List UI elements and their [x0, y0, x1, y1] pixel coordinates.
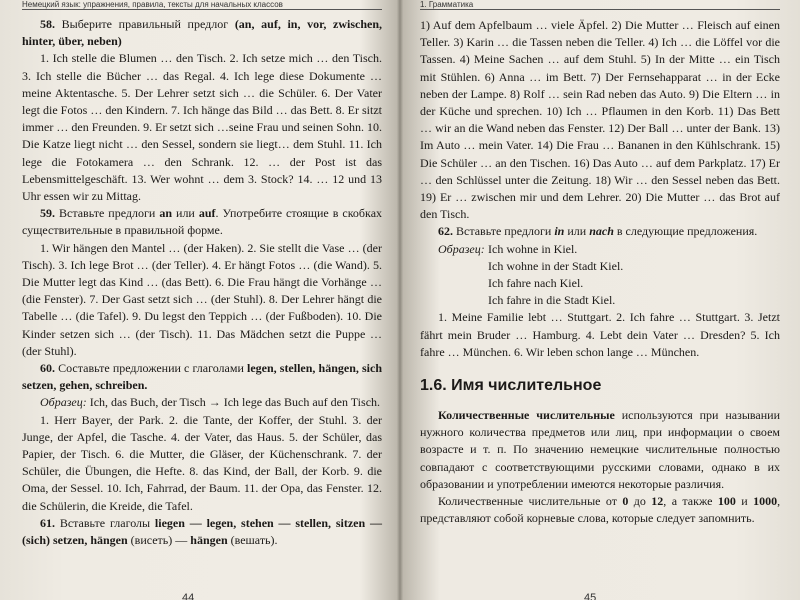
- page-header: Немецкий язык: упражнения, правила, тексты для начальных классов: [22, 0, 382, 10]
- verb-word: hängen: [190, 533, 228, 548]
- exercise-instruction: Вставьте предлоги: [456, 224, 552, 239]
- exercise-number: 58.: [40, 17, 55, 31]
- paragraph-text: , представляют собой корневые слова, которые следует запомнить.: [420, 494, 781, 526]
- example-line: Ich wohne in der Stadt Kiel.: [488, 258, 624, 273]
- paragraph-text: , а также: [663, 494, 713, 509]
- preposition-word: auf: [198, 206, 216, 221]
- term: Количественные числительные: [438, 408, 615, 423]
- page-header: 1. Грамматика: [420, 0, 780, 10]
- exercise-61-body: 1) Auf dem Apfelbaum … viele Äpfel. 2) Die Mutter … Fleisch auf einen Teller. 3) Karin … die Tassen neben die Teller. 4) Ich … die Löffel vor die Tassen. 4) Meine Sachen … auf dem Stuhl. 5) In der Mitte … ein Tisch mit Stühlen. 6) Anna … im Bett. 7) Der Fernsehapparat … in der Ecke neben der Lampe. 8) Rolf … sein Rad neben das Auto. 9) Die Eltern … in der Küche und sprechen. 10) Ich … Pflaumen in den Korb. 11) Das Bett … wir an die Wand neben das Fenster. 12) Der Ball … unter der Bank. 13) Im Auto … mein Vater. 14) Die Frau … Bananen in den Kühlschrank. 15) Die Schüler … an den Tischen. 16) Das Auto … auf dem Parkplatz. 17) Er … den Schlüssel unter die Zeitung. 18) Wir … den Sessel neben das Bett. 19) Er … zwischen mir und dem Lehrer. 20) Die Mutter … das Brot auf den Tisch.: [420, 18, 780, 222]
- number-term: 0: [622, 494, 629, 509]
- example-label: Образец:: [40, 395, 87, 410]
- exercise-instruction: Вставьте глаголы: [59, 515, 151, 530]
- preposition-word: in: [554, 224, 565, 239]
- exercise-number: 62.: [438, 224, 453, 239]
- exercise-instruction: Составьте предложении с глаголами: [58, 361, 244, 376]
- exercise-instruction: или: [567, 224, 587, 239]
- example-line: Ich fahre in die Stadt Kiel.: [488, 293, 616, 308]
- page-content: [420, 17, 780, 527]
- verb-list: legen, stellen, hängen, sich setzen, gehen, schreiben.: [22, 361, 382, 393]
- exercise-instruction: или: [176, 206, 195, 221]
- section-paragraph: [420, 493, 780, 527]
- verb-list: liegen — legen, stehen — stellen, sitzen — (sich) setzen, hängen: [22, 515, 382, 548]
- exercise-instruction: . Употребите стоящие в скобках существительные в правильной форме.: [22, 206, 383, 238]
- exercise-number: 59.: [40, 206, 55, 221]
- exercise-60-body: 1. Herr Bayer, der Park. 2. die Tante, der Koffer, der Stuhl. 3. der Junge, der Apfel, die Tasche. 4. der Vater, das Haus. 5. der Schüler, das Papier, der Tisch. 6. die Mutter, die Gläser, der Küchenschrank. 7. der Schüler, die Übungen, die Hefte. 8. das Kind, der Ball, der Korb. 9. die Oma, der Sessel. 10. Ich, Fahrrad, der Baum. 11. der Opa, das Fenster. 12. die Schülerin, die Kreide, die Tafel.: [22, 412, 382, 513]
- example-label: Образец:: [438, 241, 485, 256]
- paragraph-text: Количественные числительные от: [438, 494, 617, 509]
- preposition-word: nach: [589, 224, 614, 239]
- exercise-62-heading: [420, 223, 780, 240]
- exercise-instruction: в следующие предложения.: [616, 224, 758, 239]
- paragraph-text: и: [741, 494, 748, 509]
- exercise-instruction: (вешать).: [230, 533, 278, 548]
- example-line: Ich fahre nach Kiel.: [488, 276, 584, 291]
- preposition-list: (an, auf, in, vor, zwischen, hinter, über, neben): [22, 17, 383, 49]
- exercise-number: 61.: [40, 515, 55, 530]
- preposition-word: an: [159, 206, 173, 221]
- page-number: 44: [182, 592, 195, 600]
- left-page: [0, 0, 398, 600]
- paragraph-text: используются при назывании нужного количества предметов или лиц, при информации о своем возрасте и т. п. По значению немецкие числительные полностью совпадают с соответствующими русскими словами, однако в их образовании и употреблении имеются некоторые различия.: [420, 408, 781, 491]
- exercise-59-body: 1. Wir hängen den Mantel … (der Haken). 2. Sie stellt die Vase … (der Tisch). 3. Ich lege Brot … (der Teller). 4. Er hängt Fotos … (die Wand). 5. Die Mutter legt das Kind … (das Bett). 6. Die Frau hängt die Vorhänge … (die Fenster). 7. Der Gast setzt sich … (der Stuhl). 8. Der Lehrer hängt die Tabelle … (die Tafel). 9. Du legst den Teppich … (der Fußboden). 10. Die Kinder setzen sich … (der Tisch). 11. Das Mädchen setzt die Puppe … (der Stuhl).: [22, 240, 382, 358]
- number-term: 1000: [753, 494, 778, 509]
- example-line: Ich wohne in Kiel.: [488, 241, 578, 256]
- exercise-62-body: 1. Meine Familie lebt … Stuttgart. 2. Ich fahre … Stuttgart. 3. Jetzt fährt mein Bruder … Hamburg. 4. Lebt dein Vater … Dresden? 5. Ich fahre … München. 6. Wir leben schon lange … München.: [420, 310, 780, 359]
- exercise-number: 60.: [40, 361, 55, 376]
- exercise-instruction: Выберите правильный предлог: [61, 17, 229, 31]
- exercise-62-example: [420, 241, 780, 258]
- exercise-instruction: (висеть) —: [130, 533, 188, 548]
- page-number: 45: [584, 592, 597, 600]
- example-text: Ich, das Buch, der Tisch → Ich lege das Buch auf den Tisch.: [89, 395, 381, 410]
- number-term: 100: [717, 494, 736, 509]
- paragraph-text: до: [633, 494, 646, 509]
- number-term: 12: [651, 494, 664, 509]
- exercise-60-example: [22, 394, 382, 411]
- exercise-instruction: Вставьте предлоги: [59, 206, 156, 221]
- right-page: [402, 0, 800, 600]
- exercise-61-heading: [22, 515, 382, 549]
- exercise-58-heading: [22, 16, 382, 50]
- page-content: [22, 16, 382, 549]
- exercise-59-heading: [22, 205, 382, 239]
- section-paragraph: [420, 407, 780, 493]
- exercise-58-body: 1. Ich stelle die Blumen … den Tisch. 2. Ich setze mich … den Tisch. 3. Ich stelle die Bücher … das Regal. 4. Ich lege diese Dokumente … meine Aktentasche. 5. Der Lehrer setzt sich … die Schüler. 6. Der Vater legt die Fotos … den Kindern. 7. Ich hänge das Bild … das Bett. 8. Er sitzt immer … den Freunden. 9. Er setzt sich …seine Frau und seinen Sohn. 10. Die Katze liegt nicht … den Sessel, sondern sie liegt… dem Stuhl. 11. Ich lege die Fotokamera … den Schrank. 12. … der Post ist das Lebensmittelgeschäft. 13. Wer wohnt … dem 3. Stock? 14. … 12 und 13 Uhr essen wir zu Mittag.: [22, 51, 382, 204]
- exercise-60-heading: [22, 360, 382, 394]
- section-title: 1.6. Имя числительное: [420, 377, 602, 395]
